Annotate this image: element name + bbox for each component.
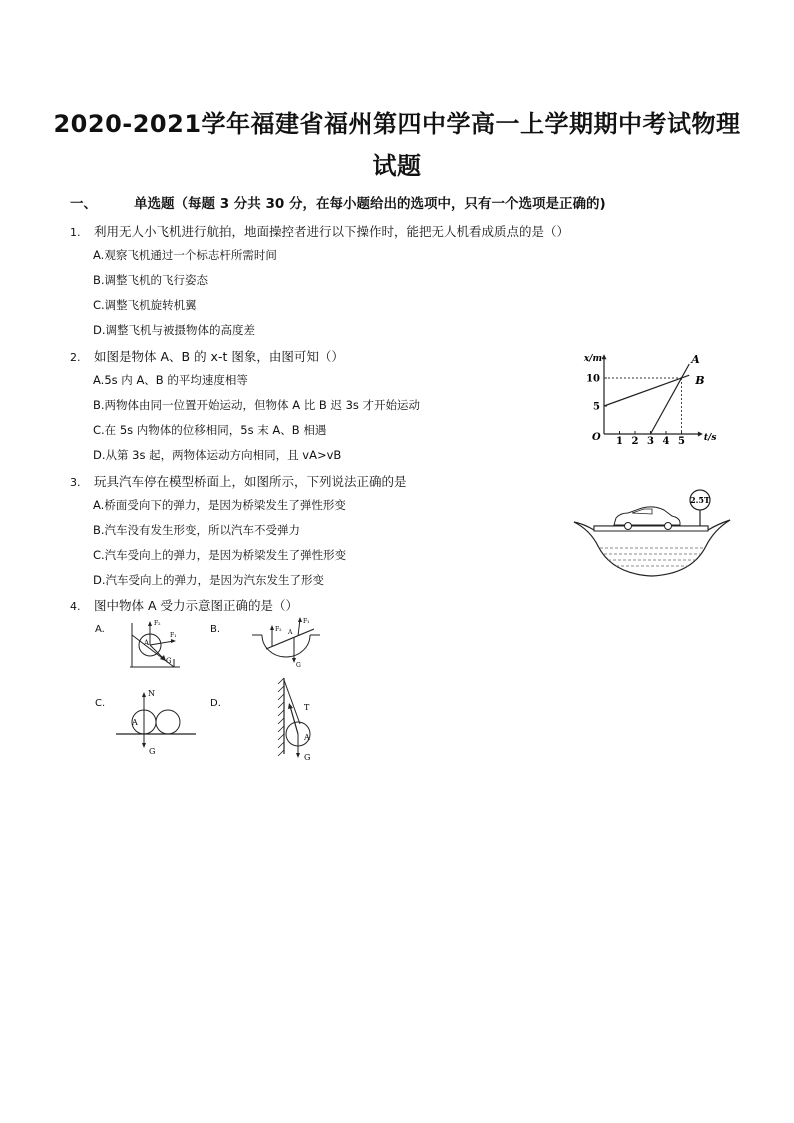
q1-option-c: C.调整飞机旋转机翼: [93, 298, 197, 312]
q3-option-d: D.汽车受向上的弹力，是因为汽东发生了形变: [93, 573, 325, 587]
origin-label: O: [592, 432, 601, 443]
series-label-b: B: [695, 374, 705, 388]
q4-option-d: D.: [210, 698, 221, 709]
q1-option-a: A.观察飞机通过一个标志杆所需时间: [93, 248, 277, 262]
question-text: 图中物体 A 受力示意图正确的是（）: [94, 598, 298, 613]
question-4: [70, 596, 298, 614]
force-label: F₂: [154, 620, 161, 627]
q1-option-d: D.调整飞机与被摄物体的高度差: [93, 323, 256, 337]
q2-option-c: C.在 5s 内物体的位移相同，5s 末 A、B 相遇: [93, 423, 327, 437]
x-axis-arrow: [698, 432, 703, 437]
force-diagram-b: [250, 615, 322, 671]
xt-chart: [570, 348, 717, 448]
question-3: [70, 472, 407, 490]
bridge-figure: [572, 490, 732, 585]
q4-option-c: C.: [95, 698, 106, 709]
section-number: 一、: [70, 196, 97, 212]
force-label: G: [304, 753, 311, 762]
q2-option-d: D.从第 3s 起，两物体运动方向相同，且 vA>vB: [93, 448, 342, 462]
question-1: [70, 222, 569, 240]
question-number: 3.: [70, 476, 81, 489]
force-label: F₁: [170, 632, 177, 639]
question-text: 如图是物体 A、B 的 x-t 图象，由图可知（）: [94, 349, 344, 364]
force-label: F₁: [303, 618, 310, 625]
y-axis-label: x/m: [583, 354, 602, 365]
x-tick-label: 3: [647, 436, 654, 447]
force-label: G: [166, 657, 172, 665]
force-label: N: [148, 689, 155, 698]
section-text: 单选题（每题 3 分共 30 分，在每小题给出的选项中，只有一个选项是正确的): [134, 196, 606, 212]
x-tick-label: 4: [662, 436, 670, 447]
q2-option-a: A.5s 内 A、B 的平均速度相等: [93, 373, 248, 387]
series-label-a: A: [691, 353, 700, 366]
q4-option-b: B.: [210, 624, 221, 635]
force-label: A: [288, 629, 293, 636]
q3-option-b: B.汽车没有发生形变，所以汽车不受弹力: [93, 523, 301, 537]
section-header: [70, 192, 606, 212]
x-tick-label: 2: [631, 436, 639, 447]
force-label: A: [132, 718, 138, 727]
force-label: A: [144, 639, 150, 647]
series-line-a: [651, 364, 690, 434]
force-label: F₂: [275, 626, 282, 633]
y-tick-label: 10: [586, 373, 600, 385]
y-axis-arrow: [602, 354, 607, 359]
page-title-line1: 2020-2021学年福建省福州第四中学高一上学期期中考试物理: [53, 110, 741, 138]
force-label: G: [296, 662, 301, 669]
question-number: 4.: [70, 600, 81, 613]
q3-option-a: A.桥面受向下的弹力，是因为桥梁发生了弹性形变: [93, 498, 346, 512]
series-line-b: [604, 375, 689, 406]
force-diagram-a: [124, 615, 186, 675]
y-tick-label: 5: [593, 401, 600, 413]
load-limit-text: 2.5T: [690, 495, 710, 505]
force-label: G: [149, 747, 156, 756]
question-text: 利用无人小飞机进行航拍，地面操控者进行以下操作时，能把无人机看成质点的是（）: [94, 224, 570, 239]
page-title-line2: 试题: [372, 152, 422, 180]
car-icon: [614, 507, 680, 525]
x-axis-label: t/s: [703, 433, 717, 443]
q1-option-b: B.调整飞机的飞行姿态: [93, 273, 209, 287]
q4-option-a: A.: [95, 624, 105, 635]
force-label: T: [304, 703, 310, 712]
force-label: A: [304, 733, 310, 742]
question-2: [70, 347, 344, 365]
force-diagram-d: [274, 676, 330, 762]
q2-option-b: B.两物体由同一位置开始运动，但物体 A 比 B 迟 3s 才开始运动: [93, 398, 421, 412]
x-tick-label: 5: [678, 436, 685, 447]
x-tick-label: 1: [616, 436, 623, 447]
question-number: 1.: [70, 226, 81, 239]
question-text: 玩具汽车停在模型桥面上，如图所示，下列说法正确的是: [94, 474, 407, 489]
question-number: 2.: [70, 351, 81, 364]
q3-option-c: C.汽车受向上的弹力，是因为桥梁发生了弹性形变: [93, 548, 347, 562]
force-diagram-c: [114, 682, 198, 758]
